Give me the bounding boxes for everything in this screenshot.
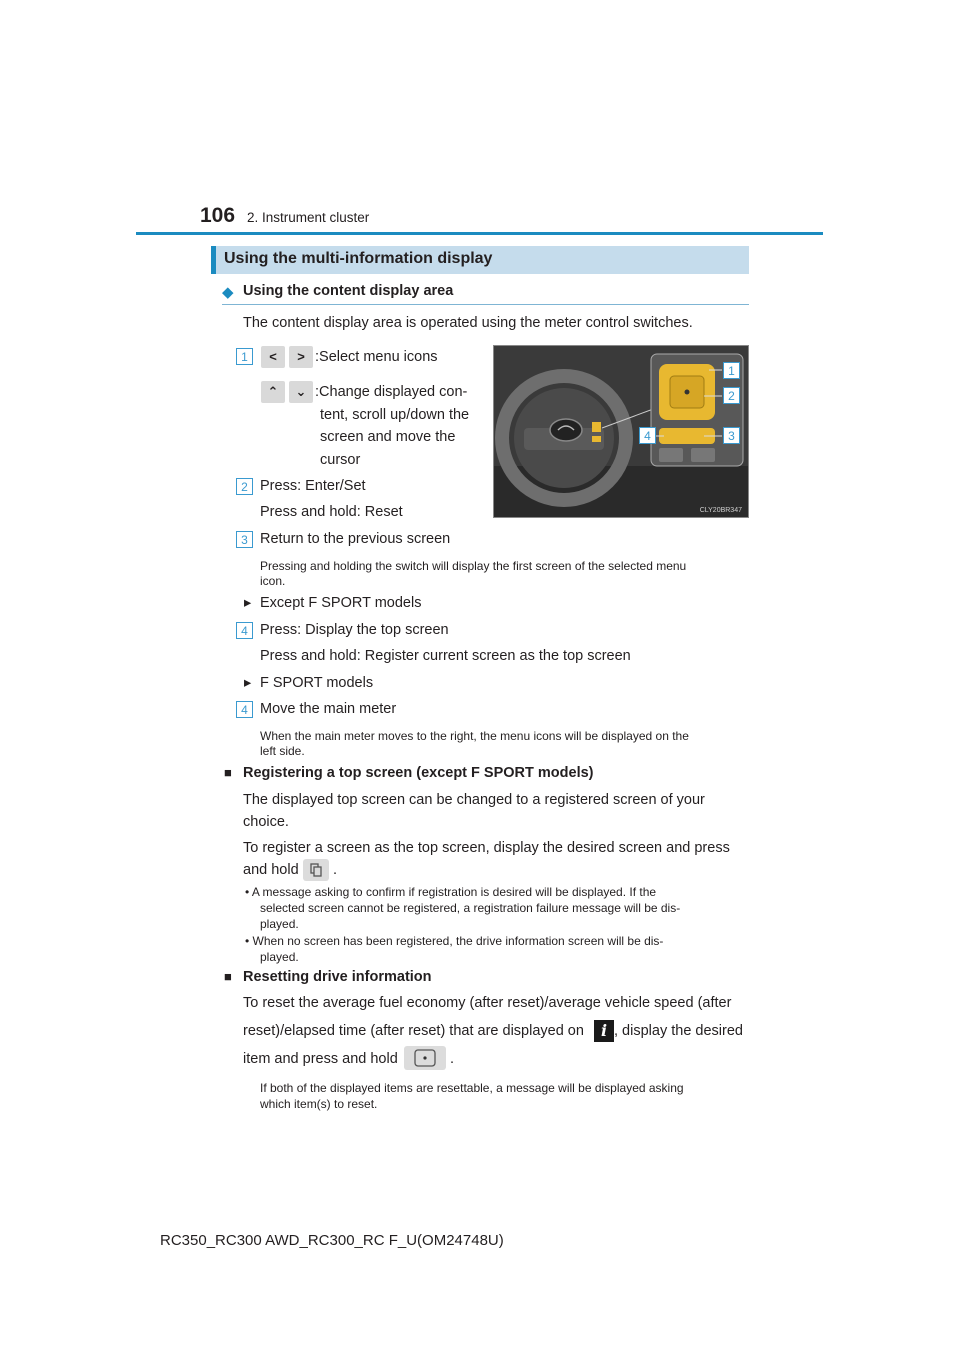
- item4a-line2: Press and hold: Register current screen as the top screen: [260, 648, 631, 664]
- item4b-note-2: left side.: [260, 744, 305, 758]
- square-bullet-icon: ■: [224, 765, 232, 780]
- diamond-icon: ◆: [222, 284, 234, 301]
- resetting-note-2: which item(s) to reset.: [260, 1097, 378, 1111]
- registering-bullet1-line1: • A message asking to confirm if registration is desired will be displayed. If the: [245, 885, 657, 899]
- steering-wheel-figure: [493, 345, 749, 518]
- figure-callout-3: 3: [723, 427, 740, 444]
- chevron-down-icon: ⌄: [289, 381, 313, 403]
- item4b-note-1: When the main meter moves to the right, the menu icons will be displayed on the: [260, 729, 689, 743]
- figure-callout-4: 4: [639, 427, 656, 444]
- chevron-up-icon: ⌃: [261, 381, 285, 403]
- subsection-title: Using the content display area: [243, 283, 454, 299]
- item3-note-2: icon.: [260, 574, 286, 588]
- section-title: Using the multi-information display: [224, 250, 493, 267]
- registering-p2-line2a: and hold: [243, 862, 299, 878]
- resetting-note-1: If both of the displayed items are resettable, a message will be displayed asking: [260, 1081, 684, 1095]
- registering-p1-line1: The displayed top screen can be changed to a registered screen of your: [243, 792, 705, 808]
- callout-3: 3: [236, 531, 253, 548]
- item4b-line1: Move the main meter: [260, 701, 397, 717]
- item3-note-1: Pressing and holding the switch will display the first screen of the selected menu: [260, 559, 687, 573]
- registering-title: Registering a top screen (except F SPORT models): [243, 765, 594, 781]
- page-number: 106: [200, 204, 236, 227]
- register-switch-icon: [303, 859, 329, 881]
- callout-4b: 4: [236, 701, 253, 718]
- resetting-p1-line1: To reset the average fuel economy (after reset)/average vehicle speed (after: [243, 995, 732, 1011]
- item2-line2: Press and hold: Reset: [260, 504, 403, 520]
- triangle-right-icon: ▸: [244, 675, 252, 691]
- item1-ud-text-2: tent, scroll up/down the: [320, 407, 470, 423]
- resetting-p1-line2b: , display the desired: [614, 1023, 743, 1039]
- registering-bullet2-line2: played.: [260, 950, 299, 964]
- fsport-label: F SPORT models: [260, 675, 374, 691]
- item2-line1: Press: Enter/Set: [260, 478, 366, 494]
- registering-bullet1-line2: selected screen cannot be registered, a registration failure message will be dis-: [260, 901, 681, 915]
- steering-wheel-illustration: [494, 346, 749, 518]
- registering-p2-line1: To register a screen as the top screen, display the desired screen and press: [243, 840, 730, 856]
- footer-model-code: RC350_RC300 AWD_RC300_RC F_U(OM24748U): [160, 1232, 504, 1249]
- resetting-title: Resetting drive information: [243, 969, 432, 985]
- chevron-left-icon: <: [261, 346, 285, 368]
- item1-ud-text-4: cursor: [320, 452, 361, 468]
- registering-p1-line2: choice.: [243, 814, 289, 830]
- triangle-right-icon: ▸: [244, 595, 252, 611]
- info-icon: i: [594, 1020, 614, 1042]
- header-rule: [136, 232, 823, 235]
- square-bullet-icon: ■: [224, 969, 232, 984]
- subsection-rule: [222, 304, 749, 305]
- enter-switch-icon: [404, 1046, 446, 1070]
- section-header: [211, 246, 749, 274]
- item1-ud-text-1: :Change displayed con-: [315, 384, 468, 400]
- chapter-title: 2. Instrument cluster: [247, 210, 370, 225]
- registering-bullet1-line3: played.: [260, 917, 299, 931]
- resetting-p1-line3a: item and press and hold: [243, 1051, 398, 1067]
- item3-line1: Return to the previous screen: [260, 531, 451, 547]
- item1-lr-text: :Select menu icons: [315, 349, 438, 365]
- figure-callout-2: 2: [723, 387, 740, 404]
- intro-text: The content display area is operated using the meter control switches.: [243, 315, 693, 331]
- item4a-line1: Press: Display the top screen: [260, 622, 449, 638]
- resetting-p1-line2a: reset)/elapsed time (after reset) that are displayed on: [243, 1023, 584, 1039]
- chevron-right-icon: >: [289, 346, 313, 368]
- figure-callout-1: 1: [723, 362, 740, 379]
- resetting-p1-line3b: .: [450, 1051, 455, 1067]
- figure-code: CLY20BR347: [699, 507, 742, 514]
- registering-bullet2-line1: • When no screen has been registered, the drive information screen will be dis-: [245, 934, 664, 948]
- callout-4a: 4: [236, 622, 253, 639]
- except-fsport-label: Except F SPORT models: [260, 595, 422, 611]
- item1-ud-text-3: screen and move the: [320, 429, 456, 445]
- callout-1: 1: [236, 348, 253, 365]
- callout-2: 2: [236, 478, 253, 495]
- registering-p2-line2b: .: [333, 862, 338, 878]
